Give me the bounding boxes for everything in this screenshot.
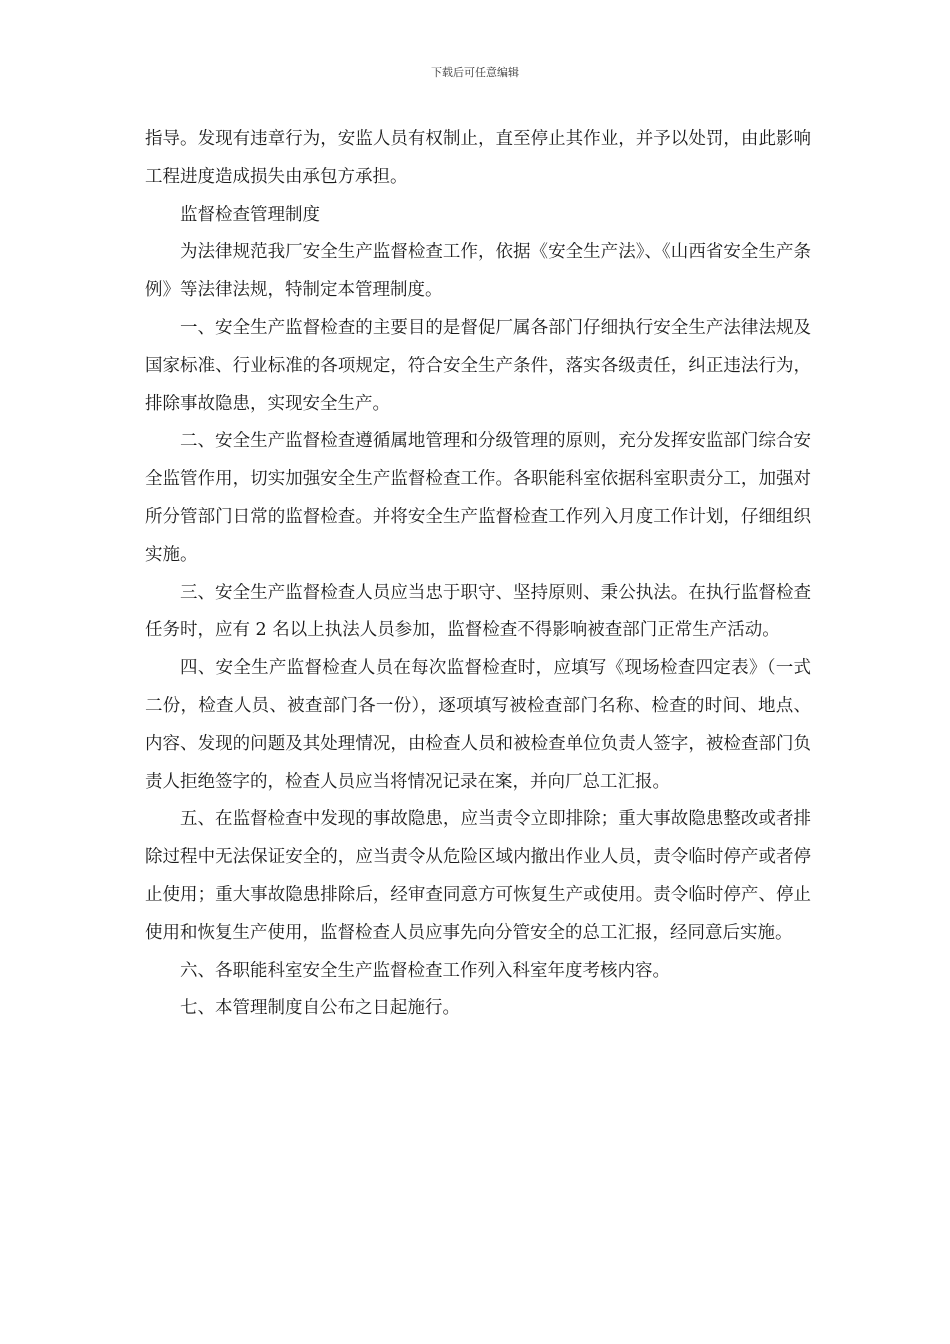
paragraph-item-2: 二、安全生产监督检查遵循属地管理和分级管理的原则，充分发挥安监部门综合安全监管作用，切实加强安全生产监督检查工作。各职能科室依据科室职责分工，加强对所分管部门日常的监督检查。并将安全生产监督检查工作列入月度工作计划，仔细组织实施。 [145,431,811,565]
paragraph-item-5: 五、在监督检查中发现的事故隐患，应当责令立即排除；重大事故隐患整改或者排除过程中无法保证安全的，应当责令从危险区域内撤出作业人员，责令临时停产或者停止使用；重大事故隐患排除后，经审查同意方可恢复生产或使用。责令临时停产、停止使用和恢复生产使用，监督检查人员应事先向分管安全的总工汇报，经同意后实施。 [145,809,811,943]
document-body [145,121,811,1028]
paragraph-item-4: 四、安全生产监督检查人员在每次监督检查时，应填写《现场检查四定表》（一式二份，检查人员、被查部门各一份），逐项填写被检查部门名称、检查的时间、地点、内容、发现的问题及其处理情况，由检查人员和被检查单位负责人签字，被检查部门负责人拒绝签字的，检查人员应当将情况记录在案，并向厂总工汇报。 [145,658,811,792]
page-header: 下载后可任意编辑 [431,66,519,79]
paragraph-item-6: 六、各职能科室安全生产监督检查工作列入科室年度考核内容。 [180,960,670,981]
paragraph-intro: 为法律规范我厂安全生产监督检查工作，依据《安全生产法》、《山西省安全生产条例》等法律法规，特制定本管理制度。 [145,242,811,301]
section-title: 监督检查管理制度 [180,204,320,225]
paragraph-item-7: 七、本管理制度自公布之日起施行。 [180,998,460,1019]
paragraph-item-1: 一、安全生产监督检查的主要目的是督促厂属各部门仔细执行安全生产法律法规及国家标准、行业标准的各项规定，符合安全生产条件，落实各级责任，纠正违法行为，排除事故隐患，实现安全生产。 [145,317,811,414]
paragraph-continuation: 指导。发现有违章行为，安监人员有权制止，直至停止其作业，并予以处罚，由此影响工程进度造成损失由承包方承担。 [145,129,811,187]
paragraph-item-3: 三、安全生产监督检查人员应当忠于职守、坚持原则、秉公执法。在执行监督检查任务时，应有 2 名以上执法人员参加，监督检查不得影响被查部门正常生产活动。 [145,582,811,641]
